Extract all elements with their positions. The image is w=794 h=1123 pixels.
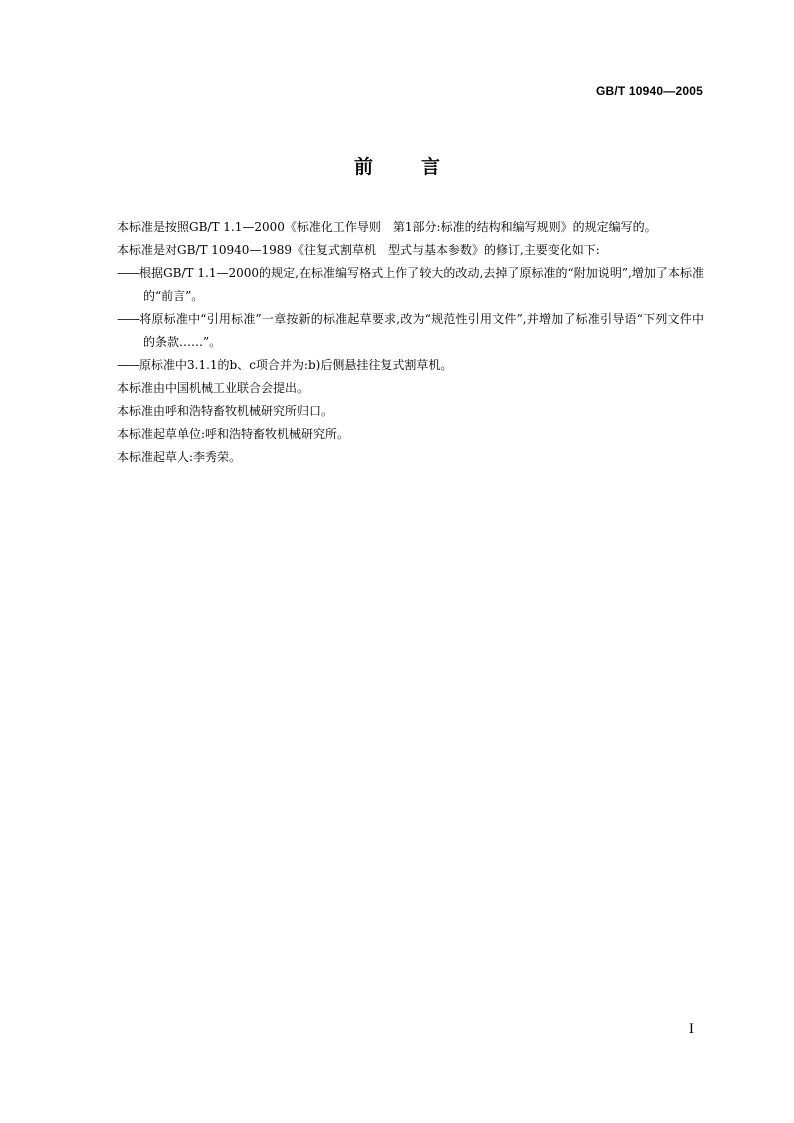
administrator-line: 本标准由呼和浩特畜牧机械研究所归口。 (117, 404, 334, 418)
standard-code: GB/T 10940—2005 (595, 84, 703, 98)
dash-marker: —— (117, 266, 139, 280)
page-number: I (688, 1022, 694, 1037)
change-item (91, 354, 704, 377)
page-title: 前言 (353, 156, 488, 178)
change-text: 根据GB/T 1.1—2000的规定,在标准编写格式上作了较大的改动,去掉了原标准的“附加说明”,增加了本标准的“前言”。 (139, 266, 704, 303)
foreword-body (91, 216, 704, 469)
change-item (91, 308, 704, 354)
drafter-line: 本标准起草人:李秀荣。 (117, 450, 242, 464)
change-item (91, 262, 704, 308)
dash-marker: —— (117, 358, 139, 372)
intro-paragraph: 本标准是按照GB/T 1.1—2000《标准化工作导则 第1部分:标准的结构和编写规则》的规定编写的。 (117, 220, 657, 234)
dash-marker: —— (117, 312, 139, 326)
change-text: 原标准中3.1.1的b、c项合并为:b)后侧悬挂往复式割草机。 (139, 358, 453, 372)
change-text: 将原标准中“引用标准”一章按新的标准起草要求,改为“规范性引用文件”,并增加了标准引导语“下列文件中的条款……”。 (139, 312, 704, 349)
drafting-unit-line: 本标准起草单位:呼和浩特畜牧机械研究所。 (117, 427, 350, 441)
proposer-line: 本标准由中国机械工业联合会提出。 (117, 381, 310, 395)
revision-paragraph: 本标准是对GB/T 10940—1989《往复式割草机 型式与基本参数》的修订,主要变化如下: (117, 243, 600, 257)
